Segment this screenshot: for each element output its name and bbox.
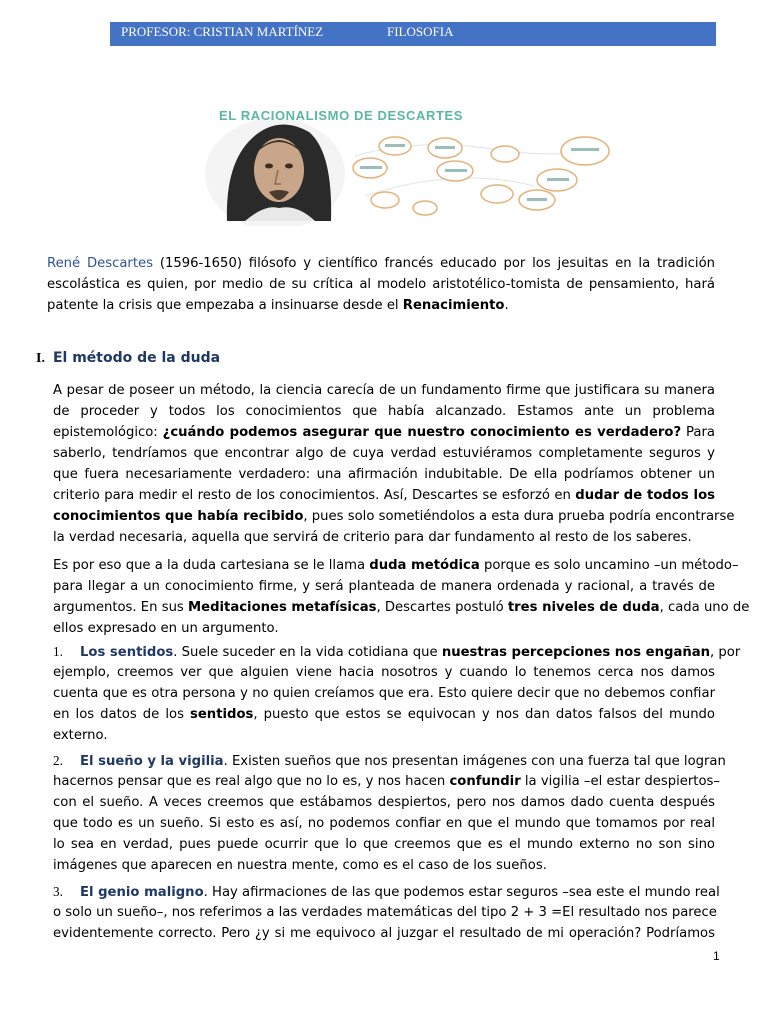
section-heading-metodo-duda: I. El método de la duda xyxy=(36,350,221,366)
list-item-genio-maligno: 3. El genio maligno. Hay afirmaciones de las que podemos estar seguros –sea este el mundo real o solo un sueño–, nos referimos a las verdades matemáticas del tipo 2 + 3 =El resultado nos parece evidentemente correcto. Pero ¿y si me equivoco al juzgar el resultado de mi operación? Podríamos xyxy=(53,884,720,941)
list-item-sentidos: 1. Los sentidos. Suele suceder en la vida cotidiana que nuestras percepciones nos engañan, por ejemplo, creemos ver que alguien viene hacia nosotros y cuando lo tenemos cerca nos damos cuenta que es otra persona y no quien creíamos que era. Esto quiere decir que no debemos confiar en los datos de los sentidos, puesto que estos se equivocan y nos dan datos falsos del mundo externo. xyxy=(53,644,741,743)
mind-map-bubbles xyxy=(353,137,609,215)
header-bar xyxy=(110,22,716,46)
banner-title: EL RACIONALISMO DE DESCARTES xyxy=(219,108,464,123)
header-professor: PROFESOR: CRISTIAN MARTÍNEZ xyxy=(121,24,324,39)
list-item-sueno-vigilia: 2. El sueño y la vigilia. Existen sueños que nos presentan imágenes con una fuerza tal que logran hacernos pensar que es real algo que no lo es, y nos hacen confundir la vigilia –el estar despiertos– con el sueño. A veces creemos que estábamos despiertos, pero nos damos dado cuenta después que todo es un sueño. Si esto es así, no podemos confiar en que el mundo que tomamos por real lo sea en verdad, pues puede ocurrir que lo que creemos que es el mundo externo no son sino imágenes que aparecen en nuestra mente, como es el caso de los sueños. xyxy=(53,753,726,873)
intro-paragraph: René Descartes (1596-1650) filósofo y científico francés educado por los jesuitas en la tradición escolástica es quien, por medio de su crítica al modelo aristotélico-tomista de pensamiento, hará patente la crisis que empezaba a insinuarse desde el Renacimiento. xyxy=(47,256,716,313)
portrait-illustration xyxy=(205,118,345,226)
page-number: 1 xyxy=(713,949,720,963)
name-rene-descartes: René Descartes xyxy=(47,256,154,271)
header-subject: FILOSOFIA xyxy=(387,24,454,39)
paragraph-metodo: A pesar de poseer un método, la ciencia carecía de un fundamento firme que justificara su manera de proceder y todos los conocimientos que había alcanzado. Estamos ante un problema epistemológico: ¿cuándo podemos asegurar que nuestro conocimiento es verdadero? Para saberlo, tendríamos que encontrar algo de cuya verdad estuviéramos completamente seguros y que fuera necesariamente verdadero: una afirmación indubitable. De ella podríamos obtener un criterio para medir el resto de los conocimientos. Así, Descartes se esforzó en dudar de todos los conocimientos que había recibido, pues solo sometiéndolos a esta dura prueba podría encontrarse la verdad necesaria, aquella que servirá de criterio para dar fundamento al resto de los saberes. xyxy=(53,383,735,545)
paragraph-duda-metodica: Es por eso que a la duda cartesiana se le llama duda metódica porque es solo uncamino –un método– para llegar a un conocimiento firme, y será planteada de manera ordenada y racional, a través de argumentos. En sus Meditaciones metafísicas, Descartes postuló tres niveles de duda, cada uno de ellos expresado en un argumento. xyxy=(53,558,750,636)
